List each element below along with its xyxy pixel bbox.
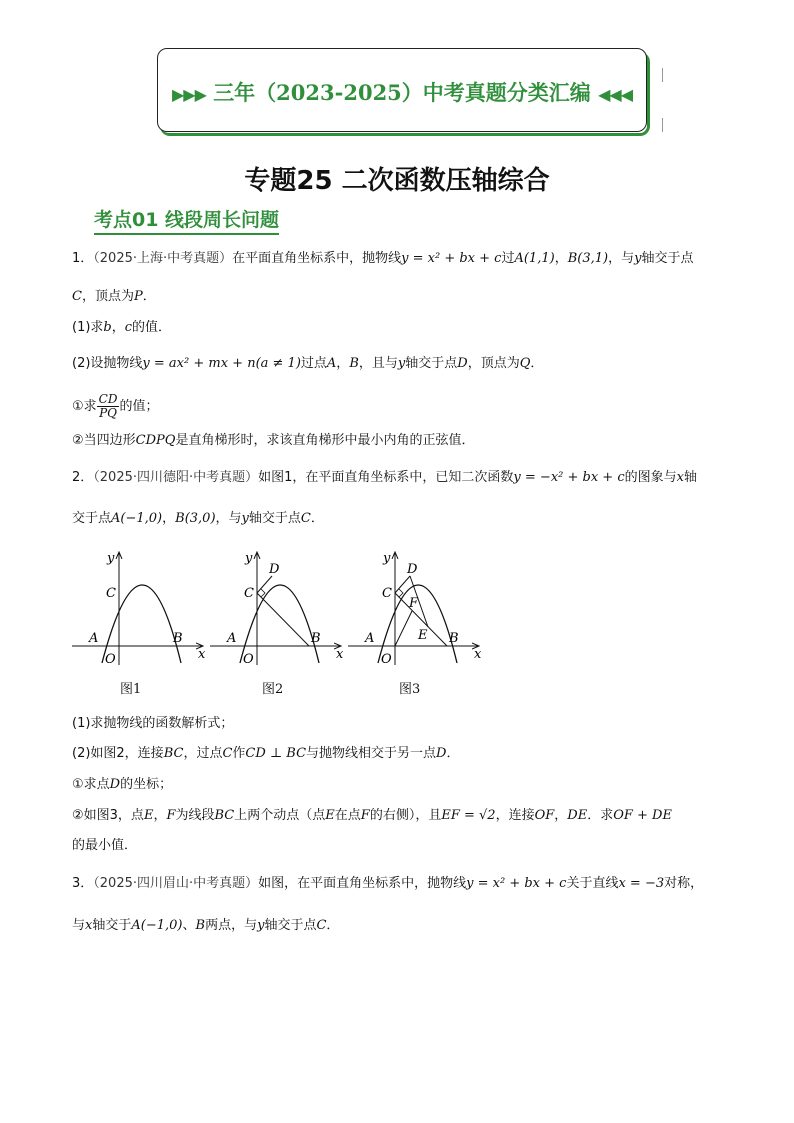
point-C-label: C (244, 586, 254, 601)
text: 的最小值． (72, 838, 138, 853)
math: E (143, 808, 154, 823)
text: 、 (182, 918, 196, 933)
text: (2)如图2，连接 (72, 746, 164, 761)
math: C (222, 746, 233, 761)
math: C (316, 918, 327, 933)
point-A-label: A (89, 631, 99, 646)
math: Q (519, 356, 531, 371)
text: 在平面直角坐标系中，抛物线 (232, 251, 402, 266)
text: 轴交于点 (264, 918, 317, 933)
text: 为线段 (175, 808, 215, 823)
text: 的值； (119, 399, 159, 414)
text: 的值． (132, 320, 172, 335)
text: ． (446, 746, 460, 761)
text: (2)设抛物线 (72, 356, 143, 371)
math: y = x² + bx + c (401, 251, 502, 266)
text: 过点 (300, 356, 327, 371)
text: ②当四边形 (72, 433, 136, 448)
math: D (109, 777, 121, 792)
figure-3-caption: 图3 (399, 682, 421, 697)
text: 的坐标； (120, 777, 173, 792)
y-label: y (383, 551, 391, 566)
banner-arrows-left: ▶▶▶ (171, 85, 206, 104)
text: ．求 (587, 808, 614, 823)
text: 关于直线 (566, 876, 619, 891)
math: C (72, 289, 82, 304)
origin-label: O (381, 652, 392, 667)
math: B (349, 356, 359, 371)
math: c (124, 320, 133, 335)
math: F (166, 808, 176, 823)
point-D-label: D (407, 562, 418, 577)
text: ，与 (215, 511, 242, 526)
math: y = x² + bx + c (466, 876, 567, 891)
text: 在点 (334, 808, 361, 823)
figure-2-caption: 图2 (262, 682, 284, 697)
math: B(3,0) (175, 511, 216, 526)
q1-line2 (72, 287, 732, 307)
text: 与 (72, 918, 86, 933)
margin-tick (662, 68, 663, 82)
q2-sub1 (72, 775, 732, 795)
text: ，过点 (183, 746, 223, 761)
math: F (360, 808, 370, 823)
origin-label: O (243, 652, 254, 667)
math: y (241, 511, 249, 526)
figure-1-caption: 图1 (120, 682, 142, 697)
q1-sub2 (72, 431, 732, 451)
header-banner (157, 48, 647, 132)
math: x (85, 918, 93, 933)
text: 轴交于 (92, 918, 132, 933)
point-A-label: A (365, 631, 375, 646)
y-label: y (245, 551, 253, 566)
math: A (326, 356, 337, 371)
math: C (300, 511, 311, 526)
math: y (397, 356, 406, 371)
banner-text: 三年（2023-2025）中考真题分类汇编 (213, 80, 591, 105)
text: ， (162, 511, 176, 526)
q3-source: （2025·四川眉山·中考真题） (93, 876, 259, 891)
text: ． (310, 511, 324, 526)
fraction-denominator: PQ (99, 406, 118, 420)
text: 过 (501, 251, 515, 266)
q2-figures (68, 545, 488, 670)
q3-number: 3． (72, 876, 94, 891)
text: ①求点 (72, 777, 110, 792)
text: 如图，在平面直角坐标系中，抛物线 (258, 876, 467, 891)
figure-2 (210, 551, 344, 667)
math: OF + DE (613, 808, 672, 823)
text: ， (336, 356, 350, 371)
math: y = ax² + mx + n(a ≠ 1) (142, 356, 301, 371)
q2-sub2 (72, 806, 732, 826)
text: ， (554, 808, 568, 823)
text: 的图象与 (624, 470, 677, 485)
math: y (634, 251, 642, 266)
margin-tick (662, 118, 663, 132)
q2-part2 (72, 744, 732, 764)
text: ， (111, 320, 125, 335)
q1-line1 (72, 249, 732, 269)
segment-OF (395, 611, 412, 646)
point-B-label: B (311, 631, 321, 646)
text: ， (153, 808, 167, 823)
q1-part1 (72, 318, 732, 338)
q1-source: （2025·上海·中考真题） (93, 251, 233, 266)
q2-part1 (72, 714, 732, 734)
point-E-label: E (418, 628, 428, 643)
math: OF (534, 808, 555, 823)
text: 的右侧），且 (369, 808, 442, 823)
text: 两点，与 (205, 918, 258, 933)
fraction (97, 393, 120, 420)
origin-label: O (105, 652, 116, 667)
q2-sub2-cont (72, 836, 732, 856)
point-B-label: B (173, 631, 183, 646)
text: ． (142, 289, 156, 304)
q3-line2 (72, 916, 732, 936)
x-label: x (474, 647, 482, 662)
text: ， (554, 251, 568, 266)
q2-source: （2025·四川德阳·中考真题） (93, 470, 259, 485)
text: 如图1，在平面直角坐标系中，已知二次函数 (258, 470, 514, 485)
point-C-label: C (382, 586, 392, 601)
q3-line1 (72, 874, 732, 894)
math: B (195, 918, 206, 933)
q2-line2 (72, 509, 732, 529)
text: 轴交于点 (405, 356, 458, 371)
x-label: x (336, 647, 344, 662)
point-B-label: B (449, 631, 459, 646)
math: y = −x² + bx + c (513, 470, 625, 485)
math: A(1,1) (514, 251, 555, 266)
text: 与抛物线相交于另一点 (306, 746, 437, 761)
math: b (103, 320, 112, 335)
right-angle-mark (399, 589, 403, 597)
math: A(−1,0) (131, 918, 183, 933)
y-label: y (107, 551, 115, 566)
text: (1)求 (72, 320, 104, 335)
text: 轴交于点 (248, 511, 301, 526)
text: 上两个动点（点 (234, 808, 326, 823)
q2-line1 (72, 468, 732, 488)
section-heading: 考点01 线段周长问题 (94, 205, 279, 235)
math: EF = √2 (441, 808, 496, 823)
x-label: x (198, 647, 206, 662)
text: ①求 (72, 399, 97, 414)
math: x (676, 470, 684, 485)
banner-title (158, 77, 646, 107)
text: 对称， (664, 876, 704, 891)
point-F-label: F (409, 596, 419, 611)
math: E (325, 808, 335, 823)
text: ，顶点为 (81, 289, 134, 304)
figure-3 (348, 551, 482, 667)
math: x = −3 (618, 876, 665, 891)
text: ，且与 (358, 356, 398, 371)
text: 作 (232, 746, 246, 761)
fraction-numerator: CD (98, 392, 118, 406)
point-D-label: D (269, 562, 280, 577)
math: P (133, 289, 143, 304)
q1-part2 (72, 354, 732, 374)
text: ②如图3，点 (72, 808, 144, 823)
text: 交于点 (72, 511, 112, 526)
point-A-label: A (227, 631, 237, 646)
q1-sub1 (72, 393, 732, 420)
math: DE (567, 808, 588, 823)
math: CD ⊥ BC (245, 746, 307, 761)
math: D (457, 356, 468, 371)
q1-number: 1． (72, 251, 94, 266)
right-angle-mark (261, 589, 265, 597)
math: y (257, 918, 265, 933)
page-title: 专题25 二次函数压轴综合 (244, 166, 550, 196)
point-C-label: C (106, 586, 116, 601)
text: ． (326, 918, 340, 933)
math: BC (214, 808, 235, 823)
text: ，连接 (495, 808, 535, 823)
text: ． (530, 356, 544, 371)
segment-BC (257, 593, 309, 646)
q2-number: 2． (72, 470, 94, 485)
math: A(−1,0) (111, 511, 163, 526)
text: ，顶点为 (467, 356, 520, 371)
math: BC (163, 746, 184, 761)
banner-arrows-right: ◀◀◀ (598, 85, 633, 104)
figure-1 (72, 551, 206, 667)
text: 轴 (683, 470, 697, 485)
text: (1)求抛物线的函数解析式； (72, 716, 234, 731)
math: CDPQ (135, 433, 176, 448)
text: 是直角梯形时，求该直角梯形中最小内角的正弦值． (175, 433, 475, 448)
math: D (436, 746, 447, 761)
math: B(3,1) (567, 251, 609, 266)
text: ，与 (608, 251, 635, 266)
text: 轴交于点 (641, 251, 694, 266)
